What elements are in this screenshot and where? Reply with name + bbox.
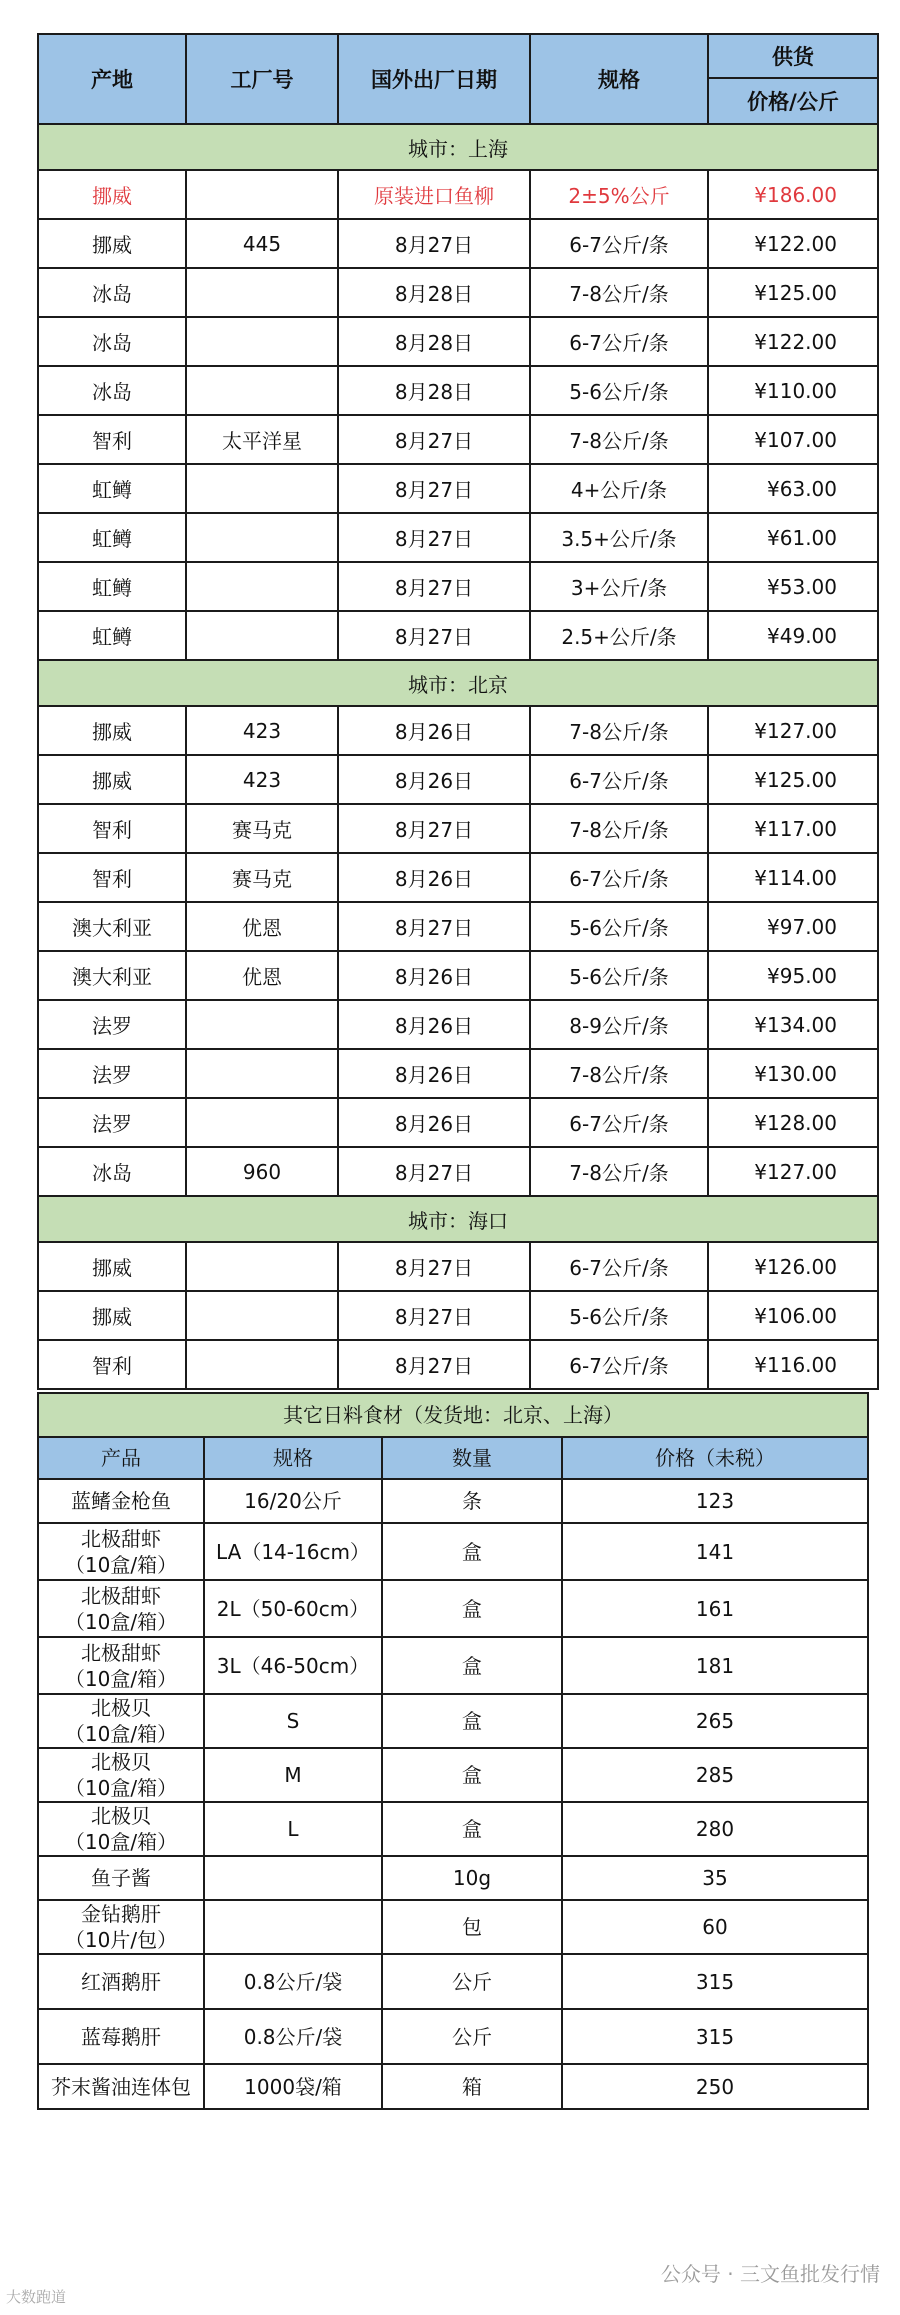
cell-origin: 虹鳟 [38, 562, 186, 611]
cell-factory: 太平洋星 [186, 415, 338, 464]
cell-qty: 盒 [382, 1802, 562, 1856]
table-row [38, 1147, 878, 1196]
cell-price: 60 [562, 1900, 868, 1954]
cell-origin: 冰岛 [38, 366, 186, 415]
cell-origin: 虹鳟 [38, 611, 186, 660]
cell-spec: 6-7公斤/条 [530, 853, 708, 902]
cell-factory [186, 1000, 338, 1049]
cell-product: 北极甜虾 （10盒/箱） [38, 1580, 204, 1637]
cell-date: 8月27日 [338, 1340, 530, 1389]
table-row [38, 1049, 878, 1098]
cell-product: 蓝莓鹅肝 [38, 2009, 204, 2064]
cell-qty: 盒 [382, 1523, 562, 1580]
cell-price: ¥126.00 [708, 1242, 878, 1291]
cell-price: ¥125.00 [708, 268, 878, 317]
cell-factory [186, 562, 338, 611]
cell-factory [186, 1340, 338, 1389]
cell-spec: L [204, 1802, 382, 1856]
cell-factory [186, 1098, 338, 1147]
cell-factory: 423 [186, 755, 338, 804]
cell-date: 8月26日 [338, 853, 530, 902]
cell-factory [186, 464, 338, 513]
table-row [38, 1748, 868, 1802]
cell-price: ¥95.00 [708, 951, 878, 1000]
cell-price: 315 [562, 1954, 868, 2009]
cell-price: 161 [562, 1580, 868, 1637]
table-row [38, 268, 878, 317]
cell-factory: 优恩 [186, 902, 338, 951]
cell-spec: 5-6公斤/条 [530, 366, 708, 415]
table-row [38, 415, 878, 464]
cell-price: 250 [562, 2064, 868, 2109]
cell-date: 8月27日 [338, 1147, 530, 1196]
cell-factory [186, 268, 338, 317]
cell-factory [186, 1242, 338, 1291]
cell-origin: 虹鳟 [38, 513, 186, 562]
cell-date: 原装进口鱼柳 [338, 170, 530, 219]
cell-price: 123 [562, 1479, 868, 1523]
other-products-table [37, 1392, 869, 2110]
cell-spec: LA（14-16cm） [204, 1523, 382, 1580]
cell-spec [204, 1856, 382, 1900]
table-row [38, 611, 878, 660]
cell-factory [186, 611, 338, 660]
cell-qty: 盒 [382, 1580, 562, 1637]
cell-spec: 5-6公斤/条 [530, 1291, 708, 1340]
cell-origin: 智利 [38, 1340, 186, 1389]
cell-origin: 挪威 [38, 1242, 186, 1291]
header-price-untaxed: 价格（未税） [562, 1437, 868, 1479]
table-row [38, 1479, 868, 1523]
table-row [38, 2009, 868, 2064]
cell-price: ¥134.00 [708, 1000, 878, 1049]
cell-spec [204, 1900, 382, 1954]
cell-price: 315 [562, 2009, 868, 2064]
cell-product: 北极甜虾 （10盒/箱） [38, 1523, 204, 1580]
cell-spec: 8-9公斤/条 [530, 1000, 708, 1049]
cell-factory [186, 366, 338, 415]
header-factory: 工厂号 [186, 34, 338, 124]
cell-price: ¥63.00 [708, 464, 878, 513]
cell-origin: 法罗 [38, 1000, 186, 1049]
cell-origin: 澳大利亚 [38, 902, 186, 951]
cell-spec: 1000袋/箱 [204, 2064, 382, 2109]
cell-product: 蓝鳍金枪鱼 [38, 1479, 204, 1523]
cell-origin: 挪威 [38, 706, 186, 755]
cell-origin: 挪威 [38, 1291, 186, 1340]
cell-price: ¥130.00 [708, 1049, 878, 1098]
cell-spec: 0.8公斤/袋 [204, 1954, 382, 2009]
cell-spec: 6-7公斤/条 [530, 1098, 708, 1147]
table-row [38, 366, 878, 415]
cell-price: ¥61.00 [708, 513, 878, 562]
cell-product: 鱼子酱 [38, 1856, 204, 1900]
cell-spec: 3L（46-50cm） [204, 1637, 382, 1694]
cell-origin: 虹鳟 [38, 464, 186, 513]
header-qty: 数量 [382, 1437, 562, 1479]
cell-factory: 960 [186, 1147, 338, 1196]
table-row [38, 1900, 868, 1954]
cell-date: 8月27日 [338, 464, 530, 513]
city-section-header: 城市：上海 [38, 124, 878, 170]
cell-qty: 箱 [382, 2064, 562, 2109]
cell-origin: 冰岛 [38, 317, 186, 366]
table-row [38, 1580, 868, 1637]
cell-qty: 公斤 [382, 2009, 562, 2064]
table-row [38, 1291, 878, 1340]
cell-spec: 7-8公斤/条 [530, 706, 708, 755]
cell-date: 8月26日 [338, 1049, 530, 1098]
cell-spec: 7-8公斤/条 [530, 268, 708, 317]
cell-factory: 445 [186, 219, 338, 268]
cell-price: ¥127.00 [708, 1147, 878, 1196]
cell-origin: 智利 [38, 804, 186, 853]
table-row [38, 1954, 868, 2009]
cell-spec: 7-8公斤/条 [530, 1049, 708, 1098]
cell-factory [186, 1291, 338, 1340]
table-row [38, 853, 878, 902]
cell-qty: 包 [382, 1900, 562, 1954]
cell-date: 8月27日 [338, 1291, 530, 1340]
cell-product: 芥末酱油连体包 [38, 2064, 204, 2109]
cell-product: 红酒鹅肝 [38, 1954, 204, 2009]
city-section-header: 城市：海口 [38, 1196, 878, 1242]
cell-origin: 智利 [38, 853, 186, 902]
cell-date: 8月26日 [338, 1098, 530, 1147]
table-row [38, 804, 878, 853]
table-row [38, 2064, 868, 2109]
cell-date: 8月26日 [338, 706, 530, 755]
cell-price: ¥117.00 [708, 804, 878, 853]
cell-spec: 6-7公斤/条 [530, 1242, 708, 1291]
cell-origin: 智利 [38, 415, 186, 464]
header-spec: 规格 [530, 34, 708, 124]
cell-date: 8月27日 [338, 415, 530, 464]
cell-price: ¥116.00 [708, 1340, 878, 1389]
cell-price: ¥97.00 [708, 902, 878, 951]
table-row [38, 170, 878, 219]
table-row [38, 1000, 878, 1049]
cell-price: 265 [562, 1694, 868, 1748]
table-row [38, 1523, 868, 1580]
header-supply: 供货 [708, 34, 878, 78]
city-section-header: 城市：北京 [38, 660, 878, 706]
main-table-body [38, 124, 878, 1389]
table-row [38, 706, 878, 755]
table-row [38, 219, 878, 268]
table-row [38, 464, 878, 513]
cell-spec: 3+公斤/条 [530, 562, 708, 611]
cell-price: ¥186.00 [708, 170, 878, 219]
cell-factory [186, 1049, 338, 1098]
cell-price: ¥53.00 [708, 562, 878, 611]
header-date: 国外出厂日期 [338, 34, 530, 124]
price-list [37, 33, 877, 2110]
cell-qty: 盒 [382, 1748, 562, 1802]
cell-spec: M [204, 1748, 382, 1802]
cell-spec: 6-7公斤/条 [530, 1340, 708, 1389]
cell-spec: 6-7公斤/条 [530, 219, 708, 268]
cell-spec: 7-8公斤/条 [530, 415, 708, 464]
cell-price: ¥125.00 [708, 755, 878, 804]
table-row [38, 562, 878, 611]
cell-qty: 公斤 [382, 1954, 562, 2009]
cell-qty: 盒 [382, 1637, 562, 1694]
cell-spec: S [204, 1694, 382, 1748]
cell-spec: 16/20公斤 [204, 1479, 382, 1523]
table-row [38, 317, 878, 366]
table-row [38, 1098, 878, 1147]
cell-date: 8月27日 [338, 1242, 530, 1291]
cell-qty: 条 [382, 1479, 562, 1523]
cell-date: 8月27日 [338, 611, 530, 660]
cell-origin: 冰岛 [38, 268, 186, 317]
cell-price: ¥110.00 [708, 366, 878, 415]
header-product: 产品 [38, 1437, 204, 1479]
cell-price: ¥107.00 [708, 415, 878, 464]
cell-factory: 423 [186, 706, 338, 755]
cell-origin: 挪威 [38, 170, 186, 219]
table-row [38, 951, 878, 1000]
cell-spec: 3.5+公斤/条 [530, 513, 708, 562]
cell-price: 141 [562, 1523, 868, 1580]
cell-price: ¥128.00 [708, 1098, 878, 1147]
table-row [38, 1694, 868, 1748]
cell-spec: 6-7公斤/条 [530, 755, 708, 804]
cell-date: 8月27日 [338, 902, 530, 951]
cell-factory: 赛马克 [186, 804, 338, 853]
cell-price: 280 [562, 1802, 868, 1856]
table-row [38, 1242, 878, 1291]
table-row [38, 1802, 868, 1856]
header-product-spec: 规格 [204, 1437, 382, 1479]
cell-spec: 7-8公斤/条 [530, 804, 708, 853]
cell-factory [186, 317, 338, 366]
cell-spec: 5-6公斤/条 [530, 951, 708, 1000]
cell-origin: 挪威 [38, 755, 186, 804]
cell-product: 北极甜虾 （10盒/箱） [38, 1637, 204, 1694]
cell-factory: 赛马克 [186, 853, 338, 902]
cell-date: 8月27日 [338, 513, 530, 562]
cell-origin: 澳大利亚 [38, 951, 186, 1000]
header-origin: 产地 [38, 34, 186, 124]
cell-price: ¥127.00 [708, 706, 878, 755]
cell-spec: 2.5+公斤/条 [530, 611, 708, 660]
cell-price: 35 [562, 1856, 868, 1900]
cell-origin: 法罗 [38, 1098, 186, 1147]
cell-price: ¥122.00 [708, 219, 878, 268]
cell-qty: 10g [382, 1856, 562, 1900]
header-price: 价格/公斤 [708, 78, 878, 124]
cell-price: ¥49.00 [708, 611, 878, 660]
cell-date: 8月28日 [338, 366, 530, 415]
cell-date: 8月27日 [338, 562, 530, 611]
cell-price: ¥114.00 [708, 853, 878, 902]
cell-qty: 盒 [382, 1694, 562, 1748]
cell-origin: 法罗 [38, 1049, 186, 1098]
cell-product: 北极贝 （10盒/箱） [38, 1694, 204, 1748]
watermark-left: 大数跑道 [6, 2288, 67, 2306]
cell-spec: 7-8公斤/条 [530, 1147, 708, 1196]
cell-date: 8月26日 [338, 755, 530, 804]
cell-date: 8月27日 [338, 804, 530, 853]
cell-product: 北极贝 （10盒/箱） [38, 1748, 204, 1802]
cell-spec: 0.8公斤/袋 [204, 2009, 382, 2064]
cell-price: 181 [562, 1637, 868, 1694]
table-row [38, 1637, 868, 1694]
cell-origin: 挪威 [38, 219, 186, 268]
watermark-right: 公众号 · 三文鱼批发行情 [660, 2262, 880, 2286]
other-table-body [38, 1393, 868, 2109]
cell-spec: 2±5%公斤 [530, 170, 708, 219]
cell-product: 金钻鹅肝 （10片/包） [38, 1900, 204, 1954]
cell-date: 8月26日 [338, 1000, 530, 1049]
cell-spec: 2L（50-60cm） [204, 1580, 382, 1637]
cell-date: 8月27日 [338, 219, 530, 268]
table-row [38, 1856, 868, 1900]
cell-price: 285 [562, 1748, 868, 1802]
cell-product: 北极贝 （10盒/箱） [38, 1802, 204, 1856]
cell-date: 8月26日 [338, 951, 530, 1000]
cell-origin: 冰岛 [38, 1147, 186, 1196]
cell-spec: 6-7公斤/条 [530, 317, 708, 366]
cell-date: 8月28日 [338, 268, 530, 317]
table-row [38, 902, 878, 951]
cell-factory: 优恩 [186, 951, 338, 1000]
table-row [38, 755, 878, 804]
other-table-caption: 其它日料食材（发货地：北京、上海） [38, 1393, 868, 1437]
cell-date: 8月28日 [338, 317, 530, 366]
cell-price: ¥106.00 [708, 1291, 878, 1340]
table-row [38, 513, 878, 562]
salmon-price-table [37, 33, 879, 1390]
cell-spec: 4+公斤/条 [530, 464, 708, 513]
cell-spec: 5-6公斤/条 [530, 902, 708, 951]
table-row [38, 1340, 878, 1389]
cell-factory [186, 513, 338, 562]
cell-price: ¥122.00 [708, 317, 878, 366]
cell-factory [186, 170, 338, 219]
